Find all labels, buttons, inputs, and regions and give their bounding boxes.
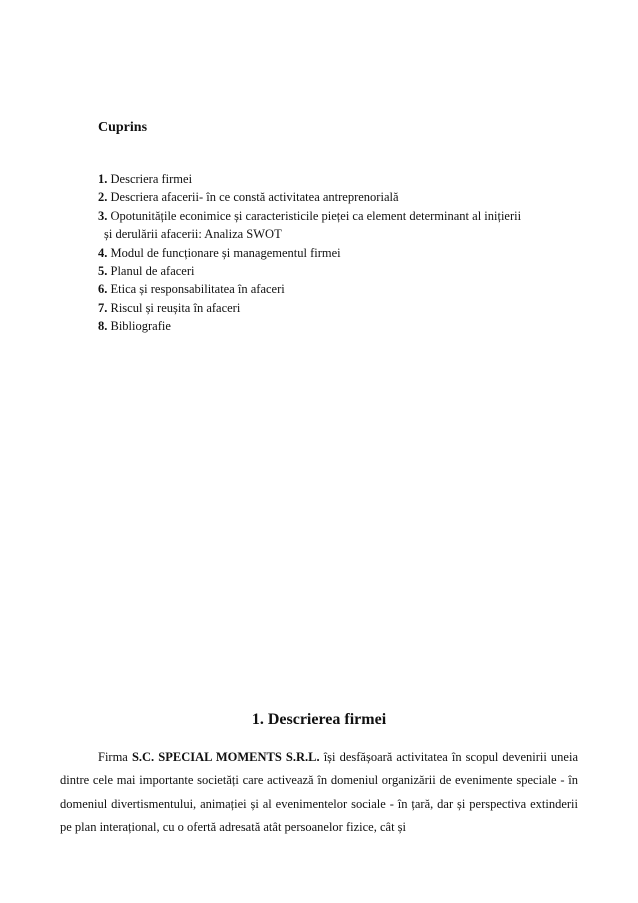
toc-item-text: Opotunitățile econimice și caracteristicile pieței ca element determinant al inițierii [110,208,522,223]
toc-item-3-continuation [98,225,521,243]
toc-item-text: Bibliografie [110,319,171,334]
toc-item-7 [98,299,521,317]
toc-item-text: Planul de afaceri [110,264,195,279]
toc-item-text: Riscul și reușita în afaceri [110,300,241,315]
toc-item-number: 5. [98,264,108,279]
section-paragraph [60,746,578,839]
toc-item-number: 3. [98,208,108,223]
toc-item-3 [98,207,521,225]
toc-item-2 [98,188,521,206]
toc-item-5 [98,262,521,280]
toc-item-number: 8. [98,319,108,334]
toc-item-number: 4. [98,245,108,260]
table-of-contents [98,170,521,336]
toc-item-text: Descriera afacerii- în ce constă activitatea antreprenorială [110,190,399,205]
company-name: S.C. SPECIAL MOMENTS S.R.L. [131,750,320,764]
toc-item-number: 7. [98,300,108,315]
paragraph-intro: Firma [98,750,132,764]
toc-item-number: 1. [98,172,108,186]
toc-item-8 [98,317,521,335]
toc-item-text: Descriera firmei [110,172,193,186]
toc-item-text: și derulării afacerii: Analiza SWOT [104,227,282,242]
paragraph-text: își desfășoară activitatea în scopul devenirii uneia dintre cele mai importante societăți care activează în domeniul organizării de evenimente speciale - în domeniul divertismentului, animației și al evenimentelor sociale - în țară, dar și perspectiva extinderii pe plan interațional, cu o ofertă adresată atât persoanelor fizice, cât și [60,750,578,834]
toc-item-4 [98,244,521,262]
toc-title: Cuprins [98,120,148,135]
toc-item-number: 2. [98,190,108,205]
toc-item-text: Modul de funcționare și managementul firmei [110,245,341,260]
section-heading: 1. Descrierea firmei [251,711,387,728]
toc-item-number: 6. [98,282,108,297]
toc-item-6 [98,280,521,298]
toc-item-1 [98,170,521,188]
toc-item-text: Etica și responsabilitatea în afaceri [110,282,285,297]
